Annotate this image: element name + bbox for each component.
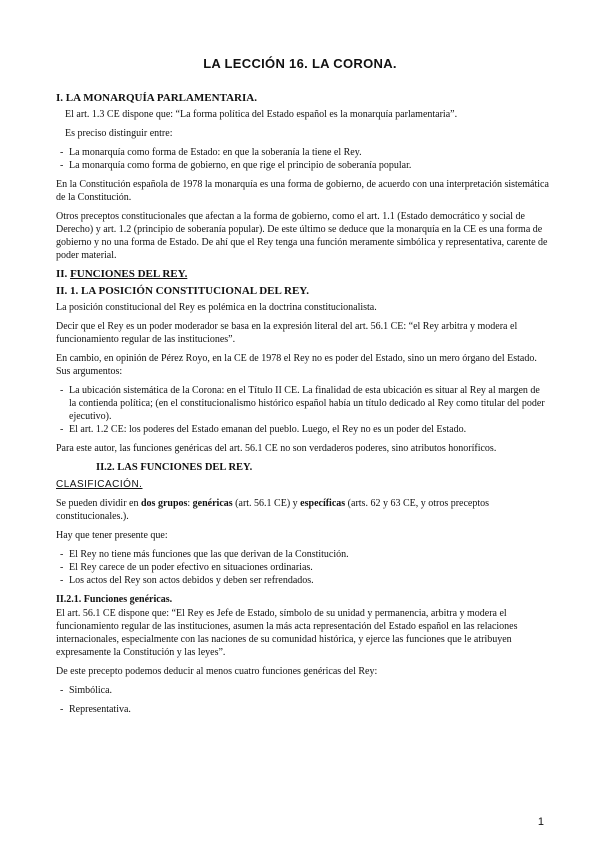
- bullet-list: [56, 384, 549, 436]
- list-item: - El Rey carece de un poder efectivo en situaciones ordinarias.: [60, 561, 549, 574]
- text-run: (arts. 62 y 63 CE, y otros preceptos constitucionales.).: [56, 498, 490, 522]
- paragraph: La posición constitucional del Rey es polémica en la doctrina constitucionalista.: [56, 302, 377, 313]
- list-item: - La monarquía como forma de gobierno, en que rige el principio de soberanía popular.: [60, 159, 549, 172]
- paragraph: El art. 56.1 CE dispone que: “El Rey es Jefe de Estado, símbolo de su unidad y permanencia, arbitra y modera el funcionamiento regular de las instituciones, asumen la más acta representación del Estado español en las relaciones internacionales, especialmente con las naciones de su comunidad histórica, y ejerce las funciones que le atribuyen expresamente la Constitución y las leyes”.: [56, 608, 518, 658]
- paragraph: De este precepto podemos deducir al menos cuatro funciones genéricas del Rey:: [56, 666, 378, 677]
- bullet-list: [56, 684, 549, 716]
- document-body: [56, 88, 549, 722]
- paragraph: Decir que el Rey es un poder moderador se basa en la expresión literal del art. 56.1 CE: “el Rey arbitra y modera el funcionamiento regular de las instituciones”.: [56, 321, 518, 345]
- bullet-list: [56, 146, 549, 172]
- paragraph: Es preciso distinguir entre:: [65, 128, 173, 139]
- classification-heading: CLASIFICACIÓN.: [56, 479, 143, 490]
- list-item: - Representativa.: [60, 703, 549, 716]
- paragraph: Para este autor, las funciones genéricas del art. 56.1 CE no son verdaderos poderes, sino atributos honoríficos.: [56, 443, 497, 454]
- paragraph: En cambio, en opinión de Pérez Royo, en la CE de 1978 el Rey no es poder del Estado, sino un mero órgano del Estado. Sus argumentos:: [56, 353, 537, 377]
- bold-text: dos grupos: [140, 498, 188, 509]
- subsection-heading-posicion: II. 1. LA POSICIÓN CONSTITUCIONAL DEL REY.: [56, 285, 309, 297]
- paragraph: Otros preceptos constitucionales que afectan a la forma de gobierno, como el art. 1.1 (Estado democrático y social de Derecho) y art. 1.2 (principio de soberanía popular). De este último se deduce que la monarquía en la CE es una forma de gobierno y no una forma de Estado. De ahí que el Rey tenga una función meramente simbólica y representativa, carente de poder material.: [56, 211, 548, 261]
- page-number: 1: [537, 816, 544, 828]
- section-heading-monarquia: I. LA MONARQUÍA PARLAMENTARIA.: [56, 92, 257, 104]
- list-item: - El art. 1.2 CE: los poderes del Estado emanan del pueblo. Luego, el Rey no es un poder del Estado.: [60, 423, 549, 436]
- paragraph: En la Constitución española de 1978 la monarquía es una forma de gobierno, de acuerdo con una interpretación sistemática de la Constitución.: [56, 179, 549, 203]
- page-title: LA LECCIÓN 16. LA CORONA.: [203, 56, 397, 71]
- bold-text: específicas: [300, 498, 346, 509]
- subsection-heading-funciones: II.2. LAS FUNCIONES DEL REY.: [96, 462, 253, 473]
- text-run: Se pueden dividir en: [56, 498, 141, 509]
- heading-prefix: II.: [56, 268, 71, 280]
- text-run: :: [187, 498, 193, 509]
- list-item: - El Rey no tiene más funciones que las que derivan de la Constitución.: [60, 548, 549, 561]
- paragraph: El art. 1.3 CE dispone que: “La forma política del Estado español es la monarquía parlamentaria”.: [65, 109, 458, 120]
- paragraph: [56, 497, 549, 523]
- section-heading-funciones: [56, 268, 549, 281]
- bold-text: genéricas: [192, 498, 233, 509]
- list-item: - La monarquía como forma de Estado: en que la soberanía la tiene el Rey.: [60, 146, 549, 159]
- subsubsection-heading-genericas: II.2.1. Funciones genéricas.: [56, 594, 173, 605]
- paragraph: Hay que tener presente que:: [56, 530, 168, 541]
- list-item: - La ubicación sistemática de la Corona: en el Título II CE. La finalidad de esta ubicación es situar al Rey al margen de la contienda política; (en el constitucionalismo histórico español había un título dedicado al Rey como titular del poder ejecutivo).: [60, 384, 549, 423]
- text-run: (art. 56.1 CE) y: [232, 498, 301, 509]
- list-item: - Los actos del Rey son actos debidos y deben ser refrendados.: [60, 574, 549, 587]
- list-item: - Simbólica.: [60, 684, 549, 697]
- heading-underlined: FUNCIONES DEL REY.: [70, 268, 188, 280]
- bullet-list: [56, 548, 549, 587]
